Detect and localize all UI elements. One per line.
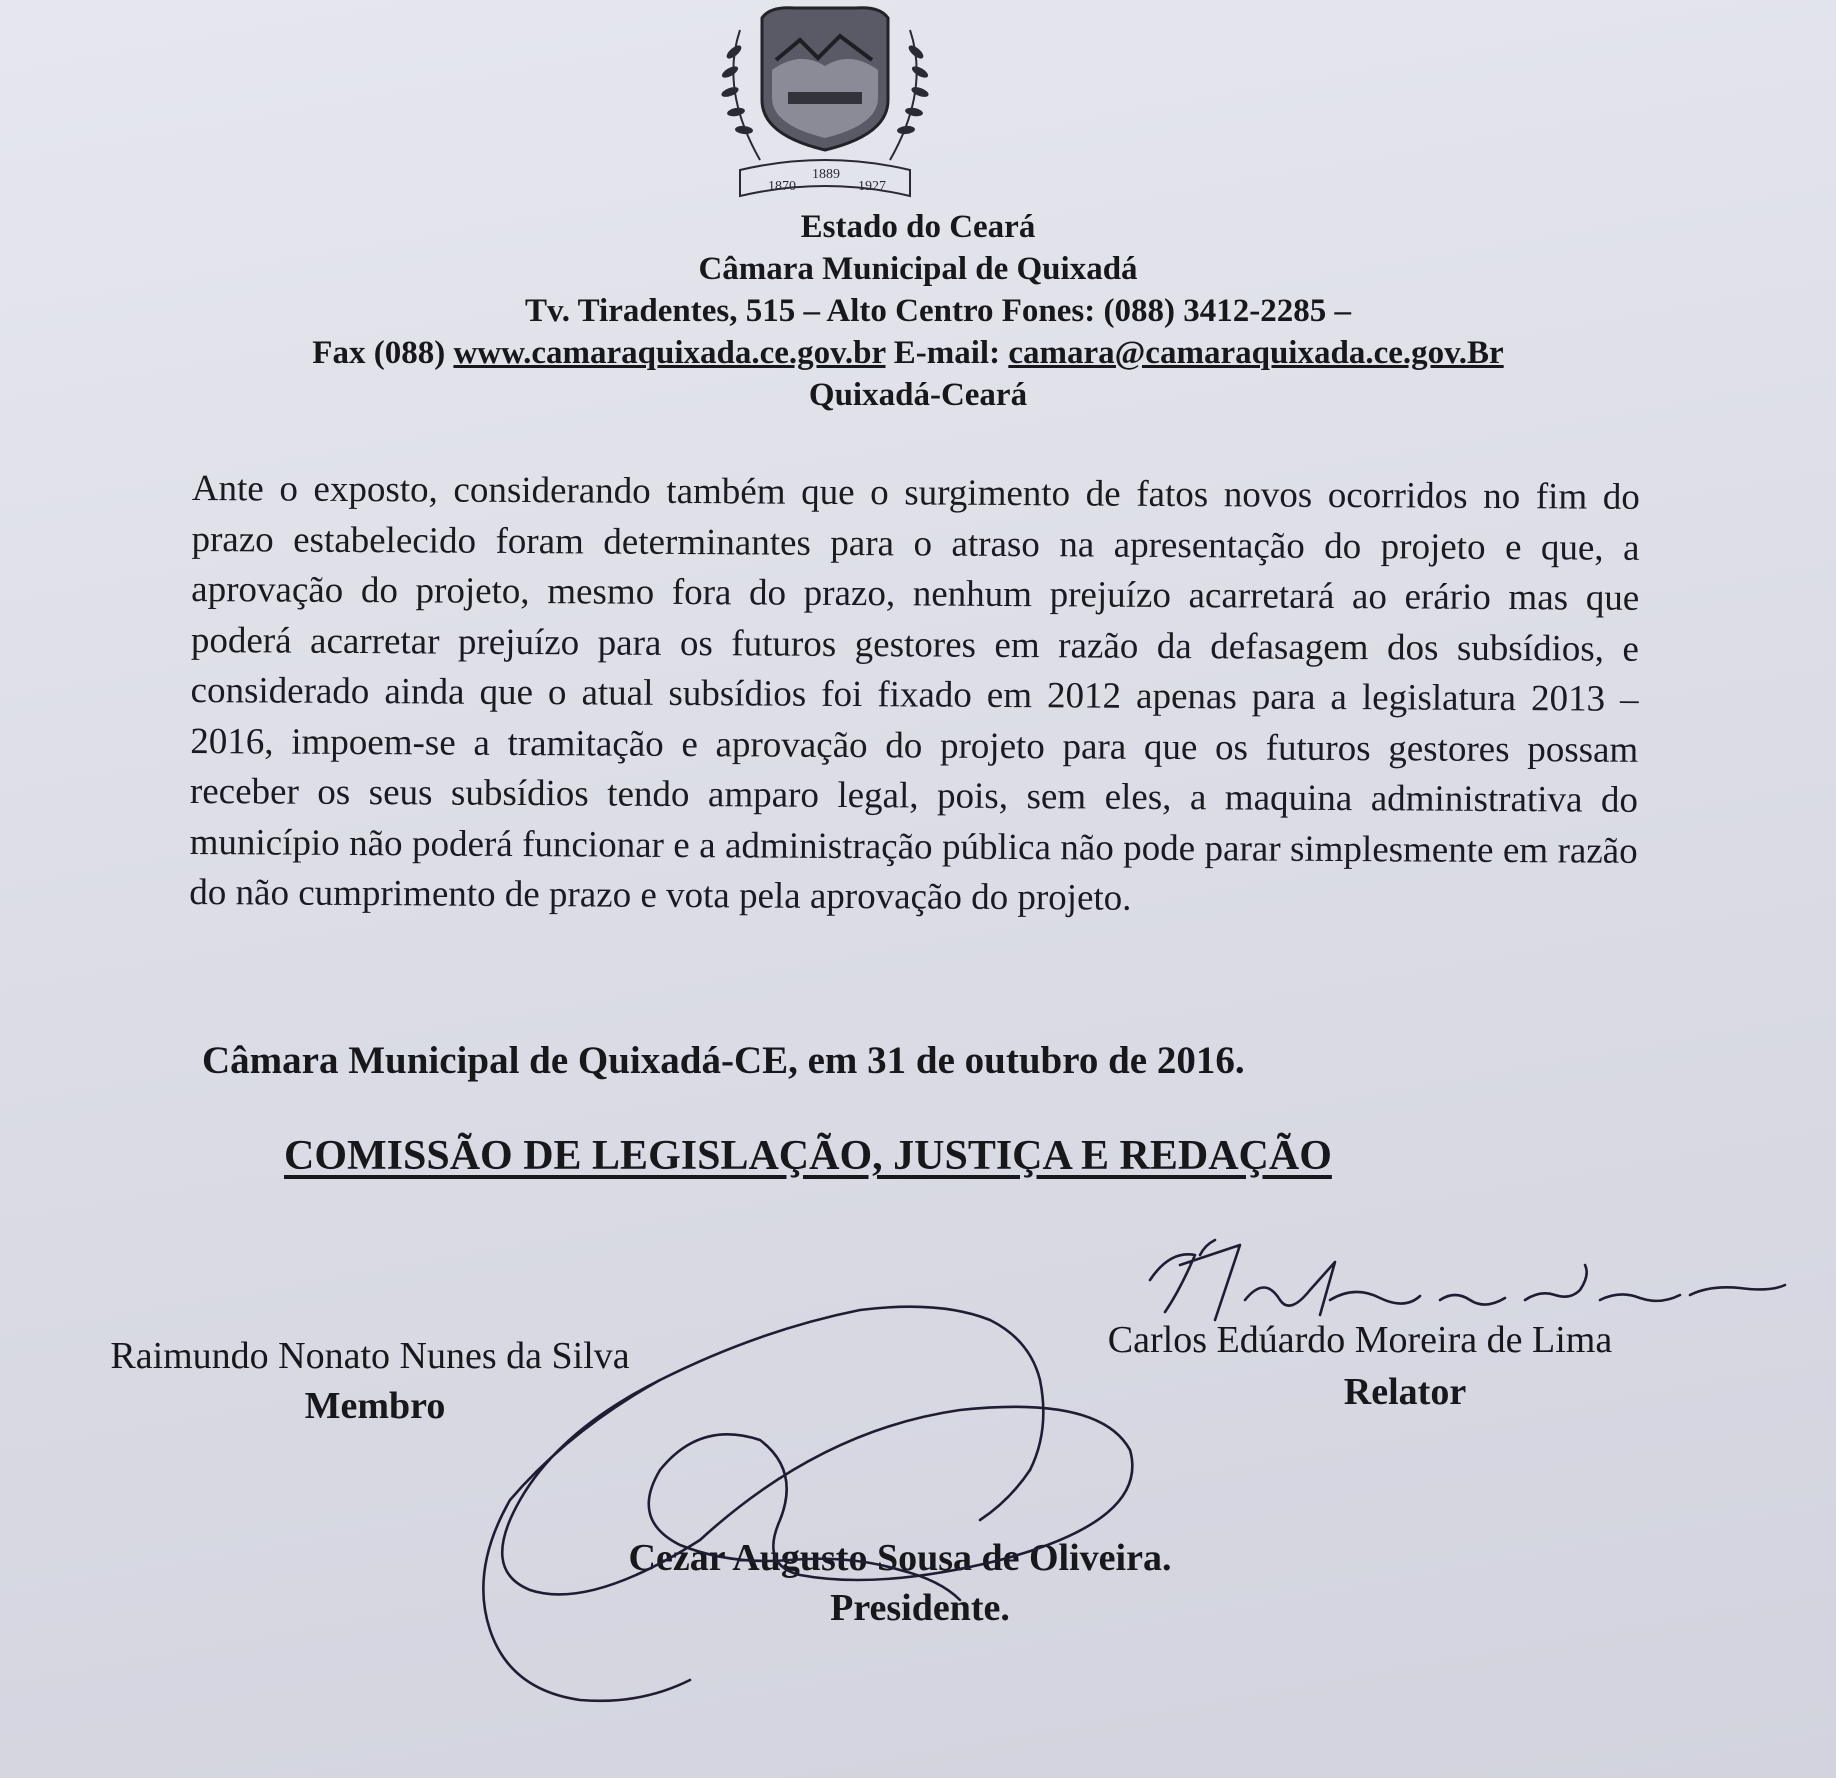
signatory-president — [560, 1536, 1240, 1630]
contact-line — [0, 332, 1836, 374]
state-name: Estado do Ceará — [800, 209, 1036, 245]
relator-role: Relator — [1343, 1371, 1467, 1413]
chamber-name: Câmara Municipal de Quixadá — [698, 251, 1138, 287]
website-link[interactable]: www.camaraquixada.ce.gov.br — [453, 335, 886, 371]
committee-title: COMISSÃO DE LEGISLAÇÃO, JUSTIÇA E REDAÇÃO — [284, 1133, 1332, 1179]
svg-text:1927: 1927 — [858, 179, 886, 194]
letterhead — [0, 206, 1836, 416]
president-name: Cezar Augusto Sousa de Oliveira. — [628, 1537, 1172, 1579]
signatory-relator — [1040, 1318, 1680, 1414]
relator-name: Carlos Edúardo Moreira de Lima — [1107, 1319, 1613, 1361]
member-role: Membro — [304, 1385, 446, 1427]
signatory-member — [30, 1334, 710, 1428]
member-name: Raimundo Nonato Nunes da Silva — [110, 1335, 630, 1377]
email-link[interactable]: camara@camaraquixada.ce.gov.Br — [1008, 335, 1504, 371]
date-line: Câmara Municipal de Quixadá-CE, em 31 de outubro de 2016. — [202, 1039, 1245, 1082]
fax-label: Fax (088) — [312, 335, 446, 371]
relator-signature — [1150, 1245, 1785, 1320]
svg-text:1870: 1870 — [768, 179, 796, 194]
svg-text:1889: 1889 — [812, 167, 840, 182]
city-line: Quixadá-Ceará — [808, 377, 1028, 413]
email-label: E-mail: — [893, 335, 1001, 371]
coat-of-arms-icon — [700, 0, 950, 210]
body-paragraph: Ante o exposto, considerando também que o surgimento de fatos novos ocorridos no fim do prazo estabelecido foram determinantes para o atraso na apresentação do projeto e que, a aprovação do projeto, mesmo fora do prazo, nenhum prejuízo acarretará ao erário mas que poderá acarretar prejuízo para os futuros gestores em razão da defasagem dos subsídios, e considerado ainda que o atual subsídios foi fixado em 2012 apenas para a legislatura 2013 – 2016, impoem-se a tramitação e aprovação do projeto para que os futuros gestores possam receber os seus subsídios tendo amparo legal, pois, sem eles, a maquina administrativa do município não poderá funcionar e a administração pública não pode parar simplesmente em razão do não cumprimento de prazo e vota pela aprovação do projeto. — [189, 467, 1640, 919]
president-role: Presidente. — [830, 1587, 1010, 1629]
address-line: Tv. Tiradentes, 515 – Alto Centro Fones: (088) 3412-2285 – — [525, 293, 1351, 329]
